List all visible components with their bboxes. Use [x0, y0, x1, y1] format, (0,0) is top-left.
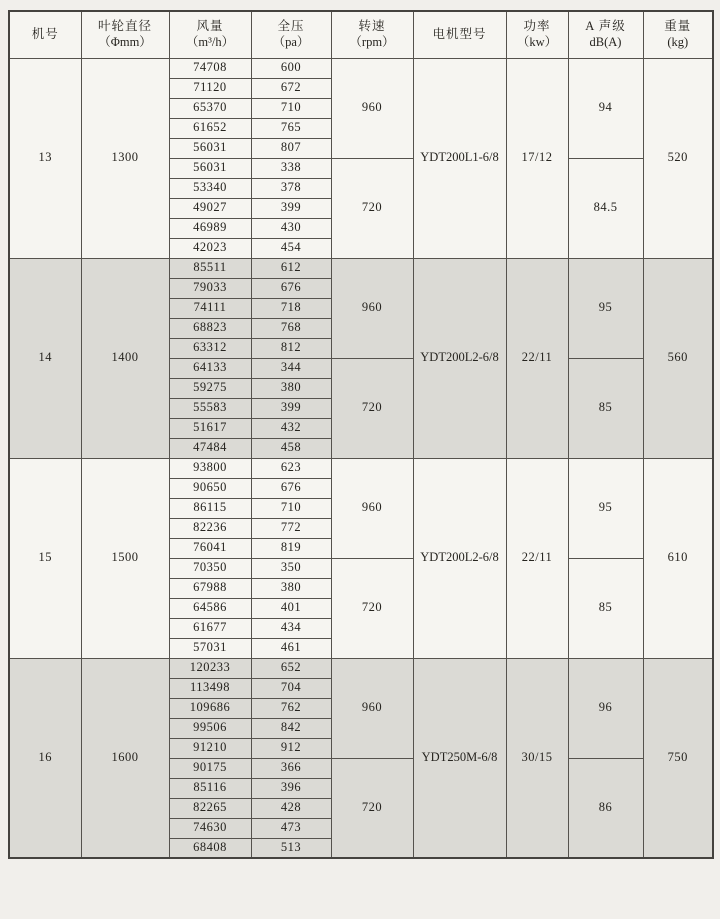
cell-machine-no: 14 — [9, 258, 81, 458]
cell-pressure: 344 — [251, 358, 331, 378]
cell-pressure: 461 — [251, 638, 331, 658]
cell-power: 22/11 — [506, 258, 568, 458]
table-row — [9, 458, 713, 478]
cell-airflow: 70350 — [169, 558, 251, 578]
cell-pressure: 458 — [251, 438, 331, 458]
cell-pressure: 762 — [251, 698, 331, 718]
header-speed — [331, 11, 413, 58]
cell-pressure: 600 — [251, 58, 331, 78]
header-weight-unit: (kg) — [667, 34, 689, 49]
cell-pressure: 819 — [251, 538, 331, 558]
cell-pressure: 672 — [251, 78, 331, 98]
cell-airflow: 65370 — [169, 98, 251, 118]
cell-pressure: 807 — [251, 138, 331, 158]
header-impeller-diameter-unit: （Φmm） — [98, 34, 152, 49]
cell-pressure: 710 — [251, 498, 331, 518]
cell-pressure: 432 — [251, 418, 331, 438]
cell-pressure: 676 — [251, 478, 331, 498]
cell-weight: 610 — [643, 458, 713, 658]
cell-motor-model: YDT250M-6/8 — [413, 658, 506, 858]
cell-pressure: 396 — [251, 778, 331, 798]
cell-airflow: 49027 — [169, 198, 251, 218]
cell-speed: 720 — [331, 158, 413, 258]
cell-airflow: 85511 — [169, 258, 251, 278]
cell-pressure: 513 — [251, 838, 331, 858]
cell-pressure: 768 — [251, 318, 331, 338]
cell-noise-level: 85 — [568, 358, 643, 458]
cell-impeller-diameter: 1300 — [81, 58, 169, 258]
cell-airflow: 113498 — [169, 678, 251, 698]
cell-pressure: 378 — [251, 178, 331, 198]
cell-airflow: 59275 — [169, 378, 251, 398]
cell-pressure: 812 — [251, 338, 331, 358]
header-machine-no-label: 机号 — [31, 26, 59, 41]
cell-speed: 960 — [331, 658, 413, 758]
cell-pressure: 454 — [251, 238, 331, 258]
cell-noise-level: 94 — [568, 58, 643, 158]
cell-airflow: 90650 — [169, 478, 251, 498]
header-motor-model-label: 电机型号 — [432, 26, 487, 41]
cell-weight: 520 — [643, 58, 713, 258]
cell-airflow: 63312 — [169, 338, 251, 358]
cell-noise-level: 95 — [568, 458, 643, 558]
header-airflow-unit: （m³/h） — [185, 34, 235, 49]
cell-airflow: 79033 — [169, 278, 251, 298]
cell-airflow: 82236 — [169, 518, 251, 538]
cell-motor-model: YDT200L1-6/8 — [413, 58, 506, 258]
cell-airflow: 56031 — [169, 138, 251, 158]
cell-noise-level: 84.5 — [568, 158, 643, 258]
cell-speed: 960 — [331, 458, 413, 558]
cell-noise-level: 96 — [568, 658, 643, 758]
cell-impeller-diameter: 1500 — [81, 458, 169, 658]
cell-airflow: 120233 — [169, 658, 251, 678]
cell-machine-no: 15 — [9, 458, 81, 658]
cell-airflow: 74708 — [169, 58, 251, 78]
cell-power: 30/15 — [506, 658, 568, 858]
cell-airflow: 64133 — [169, 358, 251, 378]
cell-airflow: 71120 — [169, 78, 251, 98]
cell-pressure: 765 — [251, 118, 331, 138]
cell-pressure: 428 — [251, 798, 331, 818]
header-impeller-diameter-label: 叶轮直径 — [97, 19, 152, 34]
cell-pressure: 612 — [251, 258, 331, 278]
cell-noise-level: 85 — [568, 558, 643, 658]
cell-pressure: 399 — [251, 398, 331, 418]
cell-weight: 560 — [643, 258, 713, 458]
header-airflow-label: 风量 — [196, 19, 224, 34]
header-row — [9, 11, 713, 58]
cell-airflow: 61652 — [169, 118, 251, 138]
cell-airflow: 61677 — [169, 618, 251, 638]
cell-machine-no: 16 — [9, 658, 81, 858]
header-power-unit: （kw） — [516, 34, 558, 49]
cell-airflow: 68408 — [169, 838, 251, 858]
cell-motor-model: YDT200L2-6/8 — [413, 258, 506, 458]
fan-spec-table — [8, 10, 714, 859]
cell-pressure: 430 — [251, 218, 331, 238]
header-power — [506, 11, 568, 58]
cell-noise-level: 95 — [568, 258, 643, 358]
cell-pressure: 772 — [251, 518, 331, 538]
table-row — [9, 658, 713, 678]
header-pressure-label: 全压 — [277, 19, 305, 34]
table-row — [9, 58, 713, 78]
cell-pressure: 380 — [251, 578, 331, 598]
cell-airflow: 64586 — [169, 598, 251, 618]
cell-speed: 720 — [331, 558, 413, 658]
header-noise-level-label: A 声级 — [585, 19, 626, 34]
cell-airflow: 47484 — [169, 438, 251, 458]
header-pressure-unit: （pa） — [272, 34, 310, 49]
cell-impeller-diameter: 1400 — [81, 258, 169, 458]
cell-airflow: 42023 — [169, 238, 251, 258]
header-weight-label: 重量 — [664, 19, 692, 34]
cell-power: 17/12 — [506, 58, 568, 258]
cell-pressure: 710 — [251, 98, 331, 118]
cell-pressure: 380 — [251, 378, 331, 398]
cell-noise-level: 86 — [568, 758, 643, 858]
table-body — [9, 58, 713, 858]
table-header — [9, 11, 713, 58]
cell-airflow: 68823 — [169, 318, 251, 338]
header-airflow — [169, 11, 251, 58]
header-noise-level — [568, 11, 643, 58]
cell-pressure: 676 — [251, 278, 331, 298]
cell-power: 22/11 — [506, 458, 568, 658]
header-speed-unit: （rpm） — [349, 34, 395, 49]
cell-pressure: 623 — [251, 458, 331, 478]
cell-airflow: 74630 — [169, 818, 251, 838]
cell-pressure: 366 — [251, 758, 331, 778]
cell-pressure: 912 — [251, 738, 331, 758]
cell-airflow: 51617 — [169, 418, 251, 438]
cell-airflow: 53340 — [169, 178, 251, 198]
cell-airflow: 99506 — [169, 718, 251, 738]
cell-pressure: 842 — [251, 718, 331, 738]
cell-speed: 960 — [331, 258, 413, 358]
cell-speed: 720 — [331, 358, 413, 458]
header-noise-level-unit: dB(A) — [589, 34, 622, 49]
header-pressure — [251, 11, 331, 58]
header-weight — [643, 11, 713, 58]
cell-pressure: 338 — [251, 158, 331, 178]
cell-airflow: 46989 — [169, 218, 251, 238]
cell-airflow: 76041 — [169, 538, 251, 558]
cell-airflow: 91210 — [169, 738, 251, 758]
cell-pressure: 718 — [251, 298, 331, 318]
table-row — [9, 258, 713, 278]
header-motor-model — [413, 11, 506, 58]
cell-airflow: 74111 — [169, 298, 251, 318]
cell-motor-model: YDT200L2-6/8 — [413, 458, 506, 658]
cell-impeller-diameter: 1600 — [81, 658, 169, 858]
cell-pressure: 350 — [251, 558, 331, 578]
cell-speed: 720 — [331, 758, 413, 858]
cell-airflow: 56031 — [169, 158, 251, 178]
cell-airflow: 55583 — [169, 398, 251, 418]
cell-pressure: 652 — [251, 658, 331, 678]
cell-airflow: 85116 — [169, 778, 251, 798]
cell-airflow: 90175 — [169, 758, 251, 778]
cell-pressure: 704 — [251, 678, 331, 698]
cell-pressure: 473 — [251, 818, 331, 838]
cell-machine-no: 13 — [9, 58, 81, 258]
cell-airflow: 57031 — [169, 638, 251, 658]
cell-airflow: 86115 — [169, 498, 251, 518]
cell-airflow: 67988 — [169, 578, 251, 598]
header-impeller-diameter — [81, 11, 169, 58]
header-power-label: 功率 — [523, 19, 551, 34]
header-speed-label: 转速 — [358, 19, 386, 34]
cell-airflow: 109686 — [169, 698, 251, 718]
cell-airflow: 82265 — [169, 798, 251, 818]
cell-weight: 750 — [643, 658, 713, 858]
cell-airflow: 93800 — [169, 458, 251, 478]
header-machine-no — [9, 11, 81, 58]
cell-speed: 960 — [331, 58, 413, 158]
cell-pressure: 434 — [251, 618, 331, 638]
cell-pressure: 399 — [251, 198, 331, 218]
cell-pressure: 401 — [251, 598, 331, 618]
